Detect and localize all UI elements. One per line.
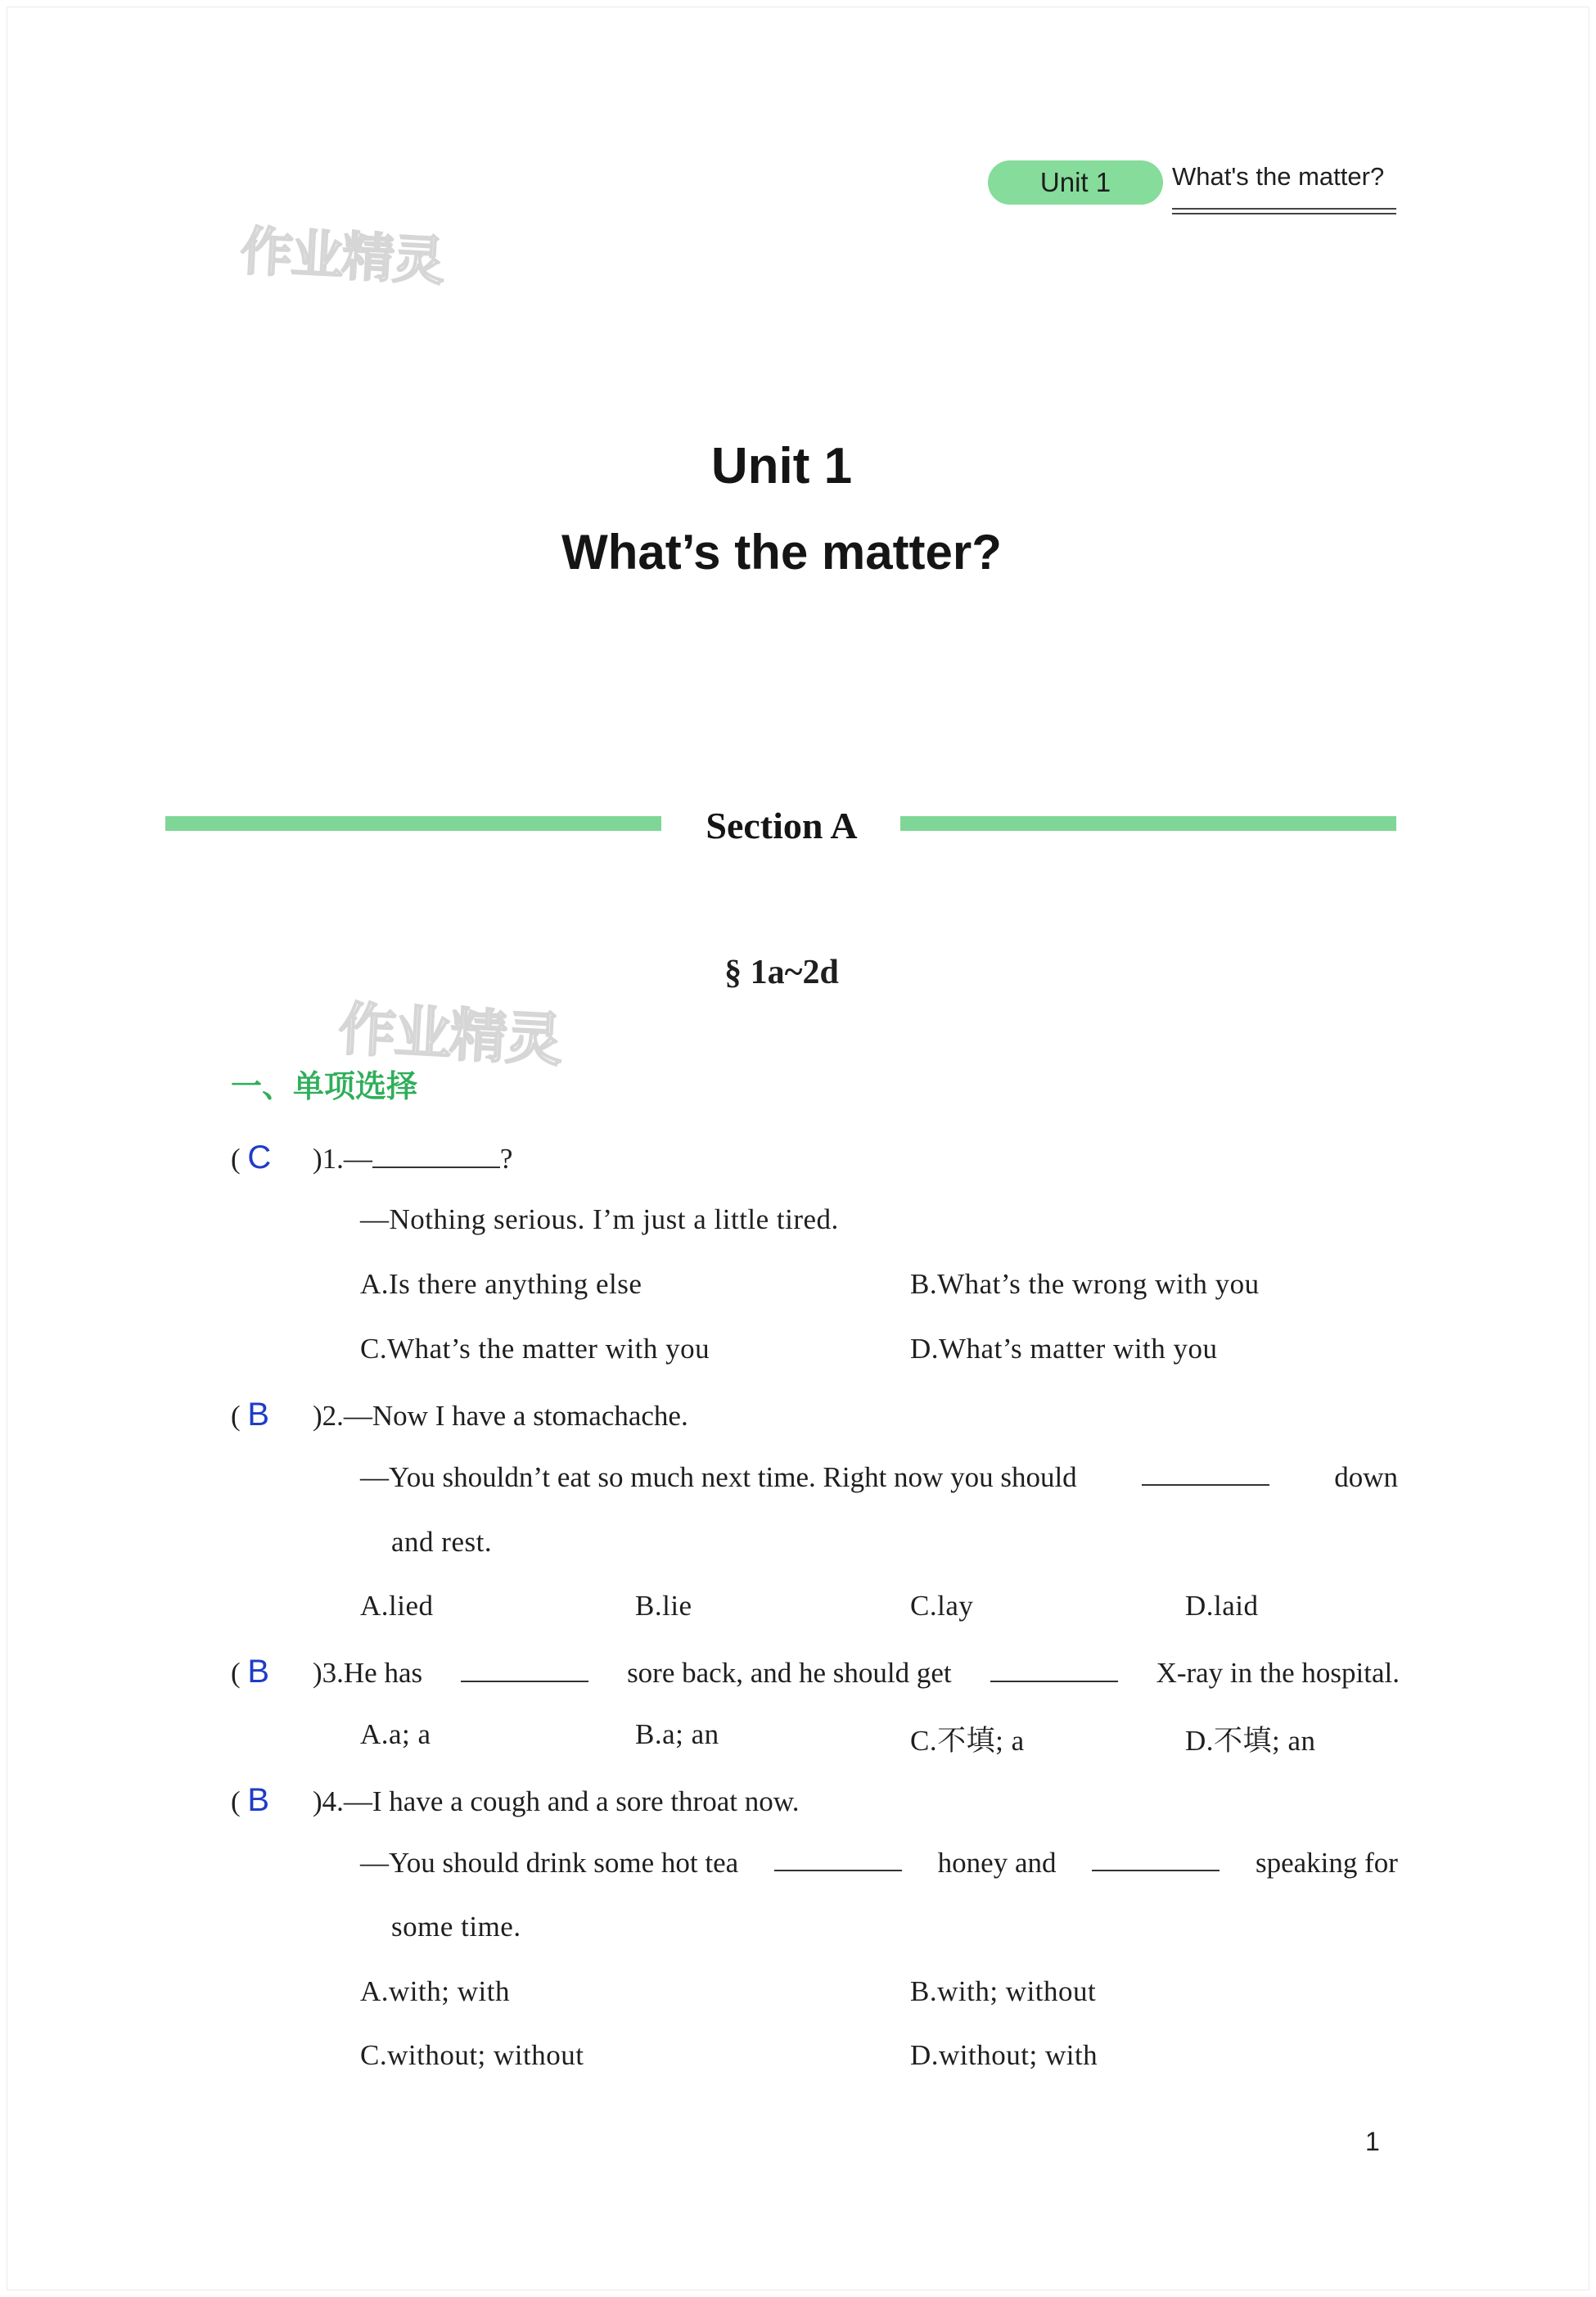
header-rule [1172,208,1396,210]
answer-blank [372,1144,500,1168]
answer-mark: B [247,1782,270,1818]
answer-paren: ( B [231,1782,270,1818]
page-number: 1 [1365,2127,1380,2156]
subsection-title: § 1a~2d [724,954,839,991]
answer-mark: C [247,1139,272,1176]
answer-blank [461,1658,588,1682]
question-text: —You should drink some hot tea honey and speaking for [360,1847,1398,1879]
option-d: D.laid [1185,1590,1259,1622]
question-1: ( C )1.— ? [231,1139,513,1176]
option-d: D.without; with [910,2039,1098,2071]
answer-blank [1142,1461,1269,1486]
question-3: ( B )3.He has sore back, and he should get X-ray in the hospital. [231,1654,1400,1690]
answer-paren: ( C [231,1139,272,1176]
question-4: ( B )4.—I have a cough and a sore throat now. [231,1782,800,1818]
option-c: C.What’s the matter with you [360,1333,710,1365]
answer-paren: ( B [231,1397,270,1433]
answer-blank [1092,1847,1220,1871]
question-text: and rest. [391,1526,493,1558]
part-title: 一、单项选择 [231,1068,418,1104]
option-d: D.不填; an [1185,1725,1316,1757]
question-text: some time. [391,1911,521,1943]
answer-blank [990,1658,1118,1682]
question-2: ( B )2.—Now I have a stomachache. [231,1397,688,1433]
unit-title: Unit 1 [710,438,853,494]
header-rule [1172,213,1396,214]
option-a: A.Is there anything else [360,1268,642,1300]
unit-badge: Unit 1 [988,160,1163,205]
section-title: Section A [706,805,858,846]
answer-mark: B [247,1654,270,1690]
answer-blank [774,1847,902,1871]
option-b: B.What’s the wrong with you [910,1268,1260,1300]
option-a: A.with; with [360,1975,510,2007]
option-a: A.lied [360,1590,434,1622]
watermark-logo: 作业精灵 [336,995,563,1075]
option-b: B.lie [635,1590,692,1622]
option-c: C.lay [910,1590,974,1622]
unit-subtitle: What’s the matter? [561,525,1002,580]
running-header-title: What's the matter? [1172,162,1385,191]
watermark-logo: 作业精灵 [238,221,445,293]
option-a: A.a; a [360,1718,431,1750]
answer-mark: B [247,1397,270,1433]
question-text: —Nothing serious. I’m just a little tired. [360,1203,839,1235]
answer-paren: ( B [231,1654,270,1690]
option-d: D.What’s matter with you [910,1333,1218,1365]
option-c: C.without; without [360,2039,584,2071]
question-text: —You shouldn’t eat so much next time. Right now you should down [360,1461,1398,1493]
option-b: B.with; without [910,1975,1097,2007]
option-b: B.a; an [635,1718,719,1750]
option-c: C.不填; a [910,1725,1025,1757]
